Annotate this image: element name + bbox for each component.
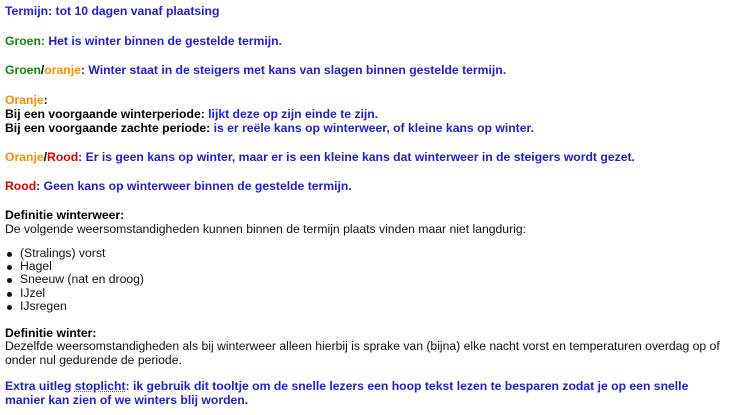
orange-line2-text: is er reële kans op winterweer, of kleine kans op winter. [213, 121, 534, 135]
green-line [5, 34, 282, 48]
green-label: Groen [5, 34, 41, 48]
orange-label: Oranje [5, 93, 44, 107]
orange-line1-lead: Bij een voorgaande winterperiode: [5, 107, 209, 121]
def-winter-text: Dezelfde weersomstandigheden als bij winterweer alleen hierbij is sprake van (bijna) elke nacht vorst en temperaturen overdag op of onder nul gedurende de periode. [5, 339, 720, 367]
extra-word: stoplicht [74, 379, 126, 393]
green-sep: : [40, 34, 49, 48]
orange-red-label-orange: Oranje [5, 150, 44, 164]
orange-red-sep: : [78, 150, 86, 164]
orange-sep: : [43, 93, 48, 107]
orange-red-label-red: Rood [47, 150, 79, 164]
list-item: Sneeuw (nat en droog) [20, 272, 144, 287]
orange-heading [5, 93, 48, 107]
green-orange-label-green: Groen [5, 63, 41, 77]
orange-line-1 [5, 107, 378, 121]
list-item: Hagel [20, 260, 144, 273]
def-winterweer-heading: Definitie winterweer: [5, 208, 125, 222]
orange-red-slash: / [43, 150, 48, 164]
term-line: Termijn: tot 10 dagen vanaf plaatsing [5, 4, 220, 18]
green-text: Het is winter binnen de gestelde termijn. [48, 34, 282, 48]
orange-line2-lead: Bij een voorgaande zachte periode: [5, 121, 214, 135]
green-orange-sep: : [80, 63, 89, 77]
green-orange-line [5, 63, 506, 77]
extra-lead: Extra uitleg [5, 379, 75, 393]
orange-red-line [5, 150, 635, 164]
green-orange-slash: / [40, 63, 45, 77]
red-line [5, 179, 352, 193]
green-orange-label-orange: oranje [44, 63, 81, 77]
list-item: IJsregen [20, 300, 144, 313]
list-item: (Stralings) vorst [20, 247, 144, 260]
orange-line1-text: lijkt deze op zijn einde te zijn. [208, 107, 379, 121]
list-item: IJzel [20, 287, 144, 300]
green-orange-text: Winter staat in de steigers met kans van slagen binnen gestelde termijn. [88, 63, 507, 77]
extra-explanation [5, 380, 725, 407]
orange-red-text: Er is geen kans op winter, maar er is een kleine kans dat winterweer in de steigers wordt gezet. [85, 150, 635, 164]
def-winter-heading: Definitie winter: [5, 326, 97, 340]
red-sep: : [36, 179, 44, 193]
red-text: Geen kans op winterweer binnen de gestelde termijn. [43, 179, 352, 193]
def-winterweer-intro: De volgende weersomstandigheden kunnen binnen de termijn plaats vinden maar niet langdurig: [5, 222, 527, 236]
weather-types-list [0, 247, 144, 313]
extra-text: : ik gebruik dit tooltje om de snelle lezers een hoop tekst lezen te besparen zodat je op een snelle manier kan zien of we winters blij worden. [5, 379, 689, 407]
orange-line-2 [5, 121, 534, 135]
red-label: Rood [5, 179, 37, 193]
